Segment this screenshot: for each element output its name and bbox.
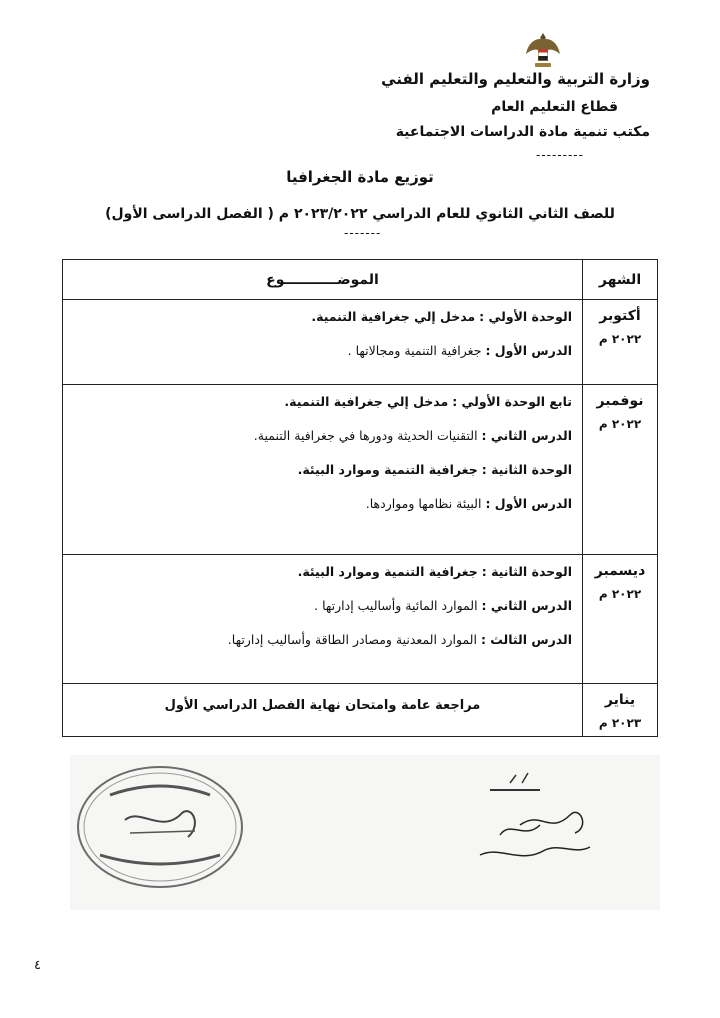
lesson-line — [73, 493, 572, 527]
line-text: جغرافية التنمية ومجالاتها . — [347, 343, 482, 358]
month-column-header: الشهر — [583, 260, 658, 300]
ministry-name: وزارة التربية والتعليم والتعليم الفني — [381, 70, 650, 88]
table-row-january — [63, 684, 658, 737]
header-separator: --------- — [536, 148, 584, 162]
topic-cell — [63, 555, 583, 684]
table-row-october — [63, 300, 658, 385]
line-text: جغرافية التنمية وموارد البيئة. — [297, 462, 478, 477]
line-text: مدخل إلي جغرافية التنمية. — [284, 394, 449, 409]
line-label: الوحدة الأولي : — [479, 309, 572, 324]
month-year: ٢٠٢٢ م — [598, 587, 642, 601]
lesson-line — [73, 425, 572, 459]
line-label: الوحدة الثانية : — [481, 462, 572, 477]
line-text: البيئة نظامها ومواردها. — [365, 496, 482, 511]
ministry-emblem-icon — [524, 30, 562, 70]
page-subtitle: للصف الثاني الثانوي للعام الدراسي ٢٠٢٣/٢٠٢٢ م ( الفصل الدراسى الأول) — [105, 206, 615, 222]
line-label: الدرس الثالث : — [480, 632, 572, 647]
line-label: الدرس الأول : — [485, 496, 572, 511]
topic-cell — [63, 300, 583, 385]
month-name: يناير — [604, 692, 636, 708]
month-cell — [583, 684, 658, 737]
topic-cell — [63, 684, 583, 737]
month-name: أكتوبر — [599, 308, 641, 324]
signature-area — [70, 755, 660, 910]
lesson-line — [73, 595, 572, 629]
line-text: جغرافية التنمية وموارد البيئة. — [297, 564, 478, 579]
office-name: مكتب تنمية مادة الدراسات الاجتماعية — [395, 124, 650, 140]
lesson-line — [73, 629, 572, 663]
month-name: ديسمبر — [594, 563, 646, 579]
line-label: الدرس الأول : — [485, 343, 572, 358]
line-text: التقنيات الحديثة ودورها في جغرافية التنمية. — [253, 428, 478, 443]
month-name: نوفمبر — [596, 393, 644, 409]
unit-line — [73, 459, 572, 493]
sector-name: قطاع التعليم العام — [491, 99, 618, 115]
line-label: الوحدة الثانية : — [481, 564, 572, 579]
line-text: الموارد المعدنية ومصادر الطاقة وأساليب إدارتها. — [227, 632, 477, 647]
month-year: ٢٠٢٢ م — [598, 417, 642, 431]
month-cell — [583, 300, 658, 385]
topic-column-header: الموضـــــــــــوع — [63, 260, 583, 300]
topic-cell — [63, 385, 583, 555]
month-year: ٢٠٢٢ م — [598, 332, 642, 346]
month-cell — [583, 555, 658, 684]
unit-line — [73, 391, 572, 425]
line-label: الدرس الثاني : — [481, 598, 572, 613]
subtitle-separator: ------- — [344, 226, 382, 240]
page-number: ٤ — [34, 958, 41, 973]
line-label: تابع الوحدة الأولي : — [452, 394, 572, 409]
line-label: الدرس الثاني : — [481, 428, 572, 443]
unit-line — [73, 561, 572, 595]
final-review-text: مراجعة عامة وامتحان نهاية الفصل الدراسي الأول — [164, 698, 481, 713]
page-title: توزيع مادة الجغرافيا — [286, 168, 434, 186]
lesson-line — [73, 340, 572, 374]
table-row-december — [63, 555, 658, 684]
line-text: مدخل إلي جغرافية التنمية. — [311, 309, 476, 324]
line-text: الموارد المائية وأساليب إدارتها . — [314, 598, 478, 613]
table-row-november — [63, 385, 658, 555]
month-year: ٢٠٢٣ م — [598, 716, 642, 730]
table-header-row — [63, 260, 658, 300]
month-cell — [583, 385, 658, 555]
distribution-table — [62, 259, 658, 737]
unit-line — [73, 306, 572, 340]
